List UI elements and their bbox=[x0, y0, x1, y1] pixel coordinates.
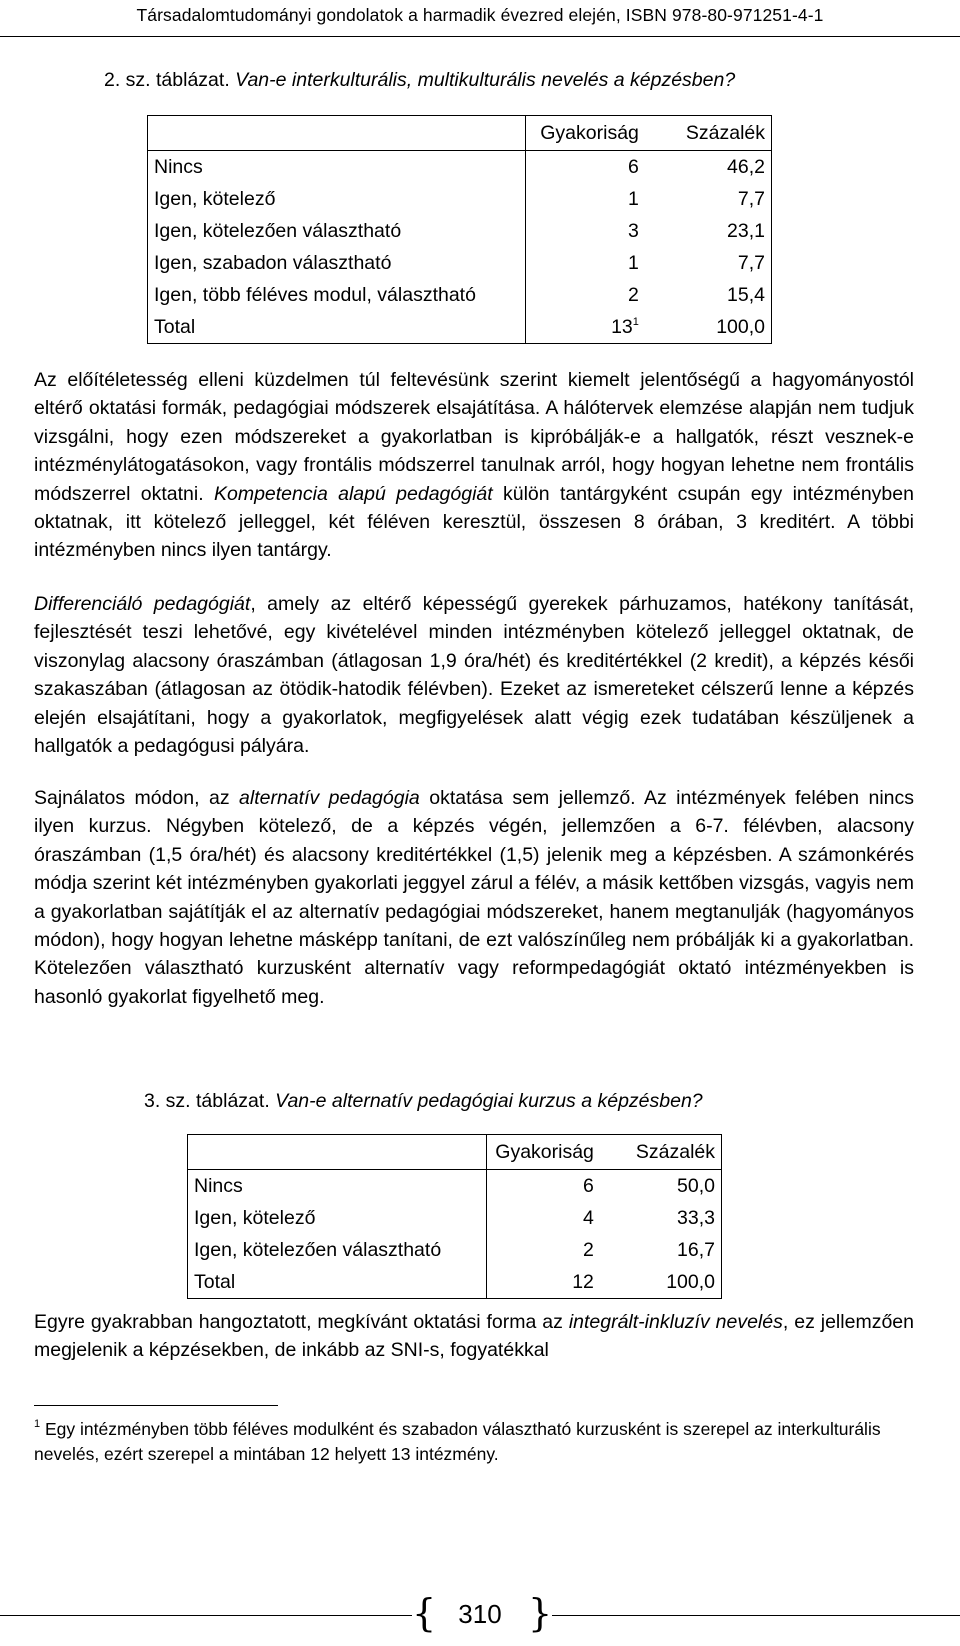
left-brace-icon: { bbox=[412, 1591, 437, 1635]
p1-text-a: Az előítéletesség elleni küzdelmen túl feltevésünk szerint kiemelt jelentőségű a hagyományostól eltérő oktatási formák, pedagógiai módszerek elsajátítása. A hálótervek elemzése alapján nem tudjuk vizsgálni, hogy ezen módszereket a gyakorlatban is kipróbálják-e a hallgatók, részt vesznek-e intézménylátogatásokon, vagy frontális módszerrel tanulnak arról, hogy hogyan lehetne nem frontális módszerrel oktatni. bbox=[34, 369, 914, 505]
total-label: Total bbox=[188, 1266, 487, 1299]
row-label: Igen, szabadon választható bbox=[148, 247, 526, 279]
paragraph-4 bbox=[34, 1308, 914, 1365]
table2-header-blank bbox=[148, 116, 526, 151]
footnote-ref: 1 bbox=[632, 315, 639, 328]
table2-header-row bbox=[148, 116, 772, 151]
p4-text-a: Egyre gyakrabban hangoztatott, megkívánt oktatási forma az bbox=[34, 1311, 569, 1333]
row-pct: 46,2 bbox=[645, 151, 772, 184]
table2-caption-prefix: 2. sz. táblázat. bbox=[104, 69, 230, 91]
table3 bbox=[187, 1134, 722, 1299]
table2 bbox=[147, 115, 772, 344]
p3-text-a: Sajnálatos módon, az bbox=[34, 787, 240, 809]
row-label: Nincs bbox=[188, 1170, 487, 1203]
row-pct: 16,7 bbox=[600, 1234, 722, 1266]
row-freq: 2 bbox=[628, 283, 639, 306]
table-row bbox=[188, 1170, 722, 1203]
p2-text-b: , amely az eltérő képességű gyerekek párhuzamos, hatékony tanítását, fejlesztését teszi lehetővé, egy kivételével minden intézményben kötelező jelleggel oktatnak, de viszonylag alacsony óraszámban (átlagosan 1,9 óra/hét) és kreditértékkel (2 kredit), a képzés késői szakaszában (átlagosan az ötödik-hatodik félévben). Ezeket az ismereteket célszerű lenne a képzés elején elsajátítani, hogy a gyakorlatok, megfigyelések alatt végig ezek tudatában készüljenek a hallgatók a pedagógusi pályára. bbox=[34, 593, 914, 758]
page-number-block bbox=[0, 1590, 960, 1638]
page-number: 310 bbox=[458, 1599, 502, 1629]
row-freq: 1 bbox=[628, 187, 639, 210]
table3-caption bbox=[144, 1088, 703, 1114]
row-label: Igen, kötelező bbox=[188, 1202, 487, 1234]
table3-col-pct: Százalék bbox=[600, 1135, 722, 1170]
p3-text-c: oktatása sem jellemző. Az intézmények felében nincs ilyen kurzus. Négyben kötelező, de a képzés végén, jellemzően a 6-7. félévben, alacsony óraszámban (1,5 óra/hét) és alacsony kreditértékkel (1,5) jelenik meg a képzésben. A számonkérés módja szerint két intézményben gyakorlati jeggyel zárul a félév, a másik kettőben vizsgás, vagyis nem a gyakorlatban sajátítják el az alternatív pedagógiai módszereket, hanem megtanulják (hagyományos módon), hogy hogyan lehetne másképp tanítani, de ezt valószínűleg nem próbálják ki a gyakorlatban. Kötelezően választható kurzusként alternatív vagy reformpedagógiát oktató intézményekben is hasonló gyakorlat figyelhető meg. bbox=[34, 787, 915, 1008]
right-brace-icon: } bbox=[528, 1591, 553, 1635]
total-pct: 100,0 bbox=[600, 1266, 722, 1299]
row-pct: 50,0 bbox=[600, 1170, 722, 1203]
p2-italic: Differenciáló pedagógiát bbox=[34, 593, 251, 615]
row-freq: 4 bbox=[583, 1206, 594, 1229]
page-number-left-rule bbox=[0, 1615, 412, 1616]
row-pct: 7,7 bbox=[645, 247, 772, 279]
footnote-mark: 1 bbox=[34, 1418, 41, 1430]
footnote-text: Egy intézményben több féléves modulként és szabadon választható kurzusként is szerepel az interkulturális nevelés, ezért szerepel a mintában 12 helyett 13 intézmény. bbox=[34, 1419, 881, 1464]
row-label: Igen, kötelező bbox=[148, 183, 526, 215]
table2-caption-title: Van-e interkulturális, multikulturális nevelés a képzésben? bbox=[235, 69, 736, 91]
page-number-right-rule bbox=[552, 1615, 960, 1616]
row-label: Nincs bbox=[148, 151, 526, 184]
paragraph-3 bbox=[34, 784, 914, 1011]
row-freq: 6 bbox=[525, 151, 645, 184]
table-row bbox=[188, 1202, 722, 1234]
table-total-row bbox=[188, 1266, 722, 1299]
table3-caption-prefix: 3. sz. táblázat. bbox=[144, 1090, 270, 1112]
footnote bbox=[34, 1417, 914, 1467]
total-freq bbox=[525, 311, 645, 344]
paragraph-1 bbox=[34, 366, 914, 565]
total-pct: 100,0 bbox=[645, 311, 772, 344]
running-header: Társadalomtudományi gondolatok a harmadik évezred elején, ISBN 978-80-971251-4-1 bbox=[0, 0, 960, 37]
p4-text-c: , ez jellemzően megjelenik a képzésekben, de inkább az SNI-s, fogyatékkal bbox=[34, 1311, 914, 1362]
table-total-row bbox=[148, 311, 772, 344]
table-row bbox=[148, 151, 772, 184]
table3-header-row bbox=[188, 1135, 722, 1170]
row-freq: 2 bbox=[583, 1238, 594, 1261]
row-pct: 33,3 bbox=[600, 1202, 722, 1234]
total-label: Total bbox=[148, 311, 526, 344]
p4-italic: integrált-inkluzív nevelés bbox=[568, 1311, 783, 1333]
row-label: Igen, kötelezően választható bbox=[148, 215, 526, 247]
table3-caption-title: Van-e alternatív pedagógiai kurzus a képzésben? bbox=[275, 1090, 703, 1112]
total-freq: 12 bbox=[487, 1266, 600, 1299]
table2-caption bbox=[104, 67, 735, 93]
p1-text-c: külön tantárgyként csupán egy intézményben oktatnak, itt kötelező jelleggel, két féléven keresztül, összesen 8 órában, 3 kreditért. A többi intézményben nincs ilyen tantárgy. bbox=[34, 482, 914, 562]
row-freq: 1 bbox=[628, 251, 639, 274]
row-label: Igen, több féléves modul, választható bbox=[148, 279, 526, 311]
table3-header-blank bbox=[188, 1135, 487, 1170]
table2-col-pct: Százalék bbox=[645, 116, 772, 151]
table3-col-freq: Gyakoriság bbox=[487, 1135, 600, 1170]
row-pct: 23,1 bbox=[645, 215, 772, 247]
total-freq-value: 13 bbox=[611, 315, 633, 338]
table-row bbox=[148, 279, 772, 311]
row-freq: 6 bbox=[487, 1170, 600, 1203]
table-row bbox=[148, 247, 772, 279]
row-label: Igen, kötelezően választható bbox=[188, 1234, 487, 1266]
row-pct: 7,7 bbox=[645, 183, 772, 215]
paragraph-2 bbox=[34, 590, 914, 760]
table2-col-freq: Gyakoriság bbox=[525, 116, 645, 151]
footnote-separator bbox=[34, 1405, 278, 1406]
row-freq: 3 bbox=[628, 219, 639, 242]
table-row bbox=[148, 215, 772, 247]
row-pct: 15,4 bbox=[645, 279, 772, 311]
table-row bbox=[148, 183, 772, 215]
p1-italic: Kompetencia alapú pedagógiát bbox=[213, 482, 493, 505]
p3-italic: alternatív pedagógia bbox=[239, 787, 420, 809]
table-row bbox=[188, 1234, 722, 1266]
